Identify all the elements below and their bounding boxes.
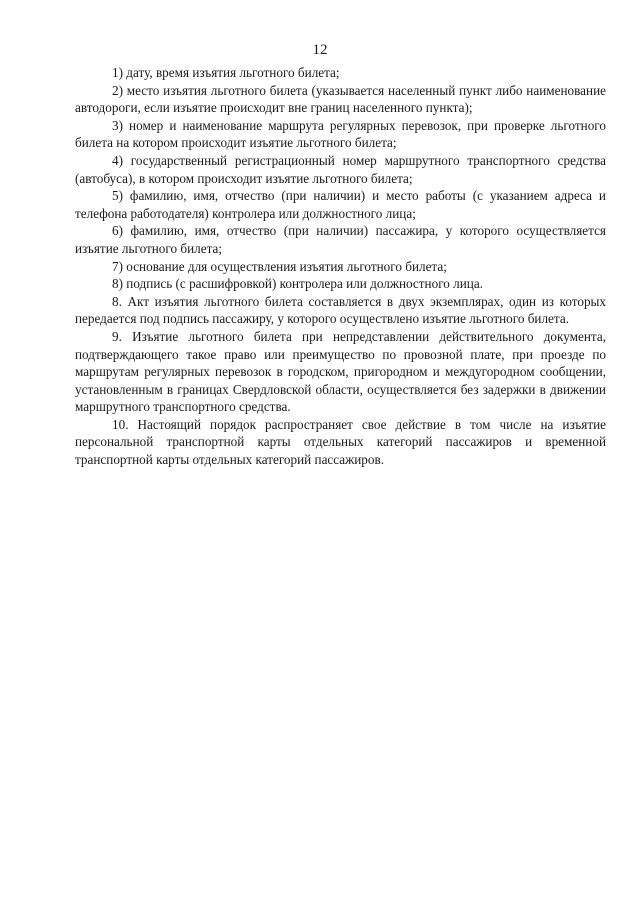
clause-9: 9. Изъятие льготного билета при непредставлении действительного документа, подтверждающего такое право или преимущество по провозной плате, при проезде по маршрутам регулярных перевозок в городском, пригородном и междугородном сообщении, установленным в границах Свердловской области, осуществляется без задержки в движении маршрутного транспортного средства.	[75, 328, 606, 415]
clause-10: 10. Настоящий порядок распространяет свое действие в том числе на изъятие персональной транспортной карты отдельных категорий пассажиров и временной транспортной карты отдельных категорий пассажиров.	[75, 416, 606, 468]
list-item-date-time: 1) дату, время изъятия льготного билета;	[112, 65, 340, 80]
list-item-grounds: 7) основание для осуществления изъятия льготного билета;	[112, 258, 447, 274]
list-item-place: 2) место изъятия льготного билета (указывается населенный пункт либо наименование автодороги, если изъятие происходит вне границ населенного пункта);	[75, 82, 606, 116]
document-body	[75, 64, 606, 469]
list-item-route: 3) номер и наименование маршрута регулярных перевозок, при проверке льготного билета на котором происходит изъятие льготного билета;	[75, 117, 606, 151]
page-number: 12	[312, 42, 328, 58]
list-item-passenger-name: 6) фамилию, имя, отчество (при наличии) пассажира, у которого осуществляется изъятие льготного билета;	[75, 223, 606, 256]
list-item-vehicle-number: 4) государственный регистрационный номер маршрутного транспортного средства (автобуса), в котором происходит изъятие льготного билета;	[75, 152, 606, 186]
clause-8: 8. Акт изъятия льготного билета составляется в двух экземплярах, один из которых передается под подпись пассажиру, у которого осуществлено изъятие льготного билета.	[75, 293, 606, 327]
list-item-signature: 8) подпись (с расшифровкой) контролера или должностного лица.	[112, 276, 484, 292]
list-item-inspector-name: 5) фамилию, имя, отчество (при наличии) и место работы (с указанием адреса и телефона работодателя) контролера или должностного лица;	[75, 188, 606, 221]
